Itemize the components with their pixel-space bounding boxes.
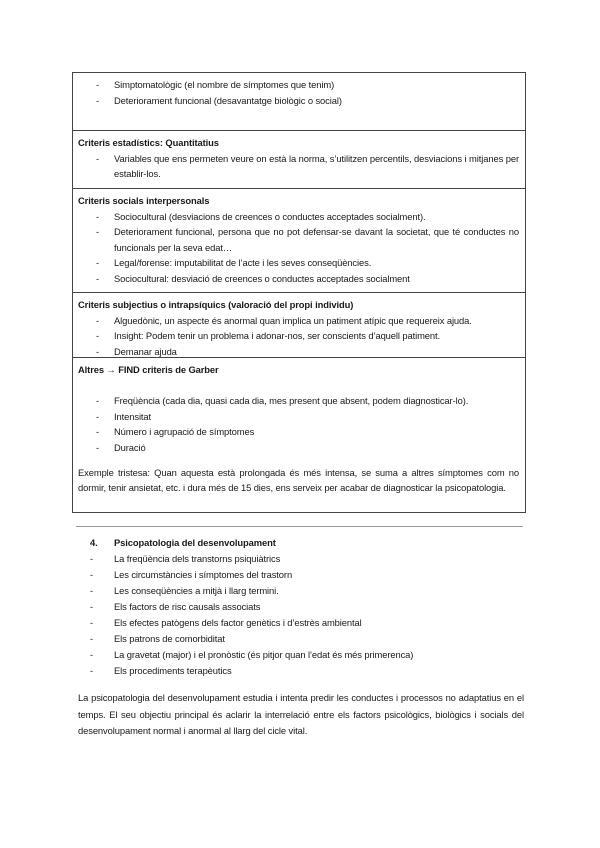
list-item: - Les conseqüències a mitjà i llarg termini. [78,583,525,599]
section-number: 4. [90,537,98,548]
list-item: - Sociocultural (desviacions de creences o conductes acceptades socialment). [78,209,519,225]
section-title: Psicopatologia del desenvolupament [114,537,276,548]
example-note: Exemple tristesa: Quan aquesta està prolongada és més intensa, se suma a altres símptomes com no dormir, tenir ansietat, etc. i dura més de 15 dies, ens serveix per acabar de diagnosticar la psicopatologia. [78,466,519,494]
list-item: - Els factors de risc causals associats [78,599,525,615]
table-row [73,73,525,131]
list-item: - Sociocultural: desviació de creences o conductes acceptades socialment [78,271,519,287]
list-item: - Número i agrupació de símptomes [78,424,519,440]
list-item: - Els procediments terapèutics [78,663,525,679]
table-row [73,293,525,358]
list-item: - La gravetat (major) i el pronòstic (és pitjor quan l’edat és més primerenca) [78,647,525,663]
list-item: - Intensitat [78,409,519,425]
list-item: - Simptomatològic (el nombre de símptomes que tenim) [78,77,519,93]
list-item: - Deteriorament funcional, persona que no pot defensar-se davant la societat, que té conductes no funcionals per la seva edat… [78,224,519,255]
list-item: - Deteriorament funcional (desavantatge biològic o social) [78,93,519,109]
list-item: - Duració [78,440,519,456]
list-item: - Les circumstàncies i símptomes del trastorn [78,567,525,583]
list-item: - Variables que ens permeten veure on està la norma, s’utilitzen percentils, desviacions i mitjanes per establir-los. [78,151,519,182]
section-4 [78,535,525,679]
list-item: - Els patrons de comorbiditat [78,631,525,647]
section-heading [78,535,525,551]
table-row [73,358,525,512]
list-item: - Demanar ajuda [78,344,519,360]
table-row [73,131,525,189]
table-row [73,189,525,293]
list-item: - Insight: Podem tenir un problema i adonar-nos, ser conscients d’aquell patiment. [78,328,519,344]
list-item: - Legal/forense: imputabilitat de l’acte i les seves conseqüències. [78,255,519,271]
list-item: - Alguedònic, un aspecte és anormal quan implica un patiment atípic que requereix ajuda. [78,313,519,329]
criteria-table [72,72,526,513]
row-heading: Criteris subjectius o intrapsíquics (valoració del propi individu) [78,299,354,310]
divider [76,526,523,527]
body-paragraph: La psicopatologia del desenvolupament estudia i intenta predir les conductes i processos no adaptatius en el temps. El seu objectiu principal és aclarir la interrelació entre els factors psicològics, biològics i socials del desenvolupament normal i anormal al llarg del cicle vital. [78,692,524,736]
list-item: - Freqüència (cada dia, quasi cada dia, mes present que absent, podem diagnosticar-lo). [78,393,519,409]
row-heading: Criteris socials interpersonals [78,195,210,206]
list-item: - La freqüència dels transtorns psiquiàtrics [78,551,525,567]
row-heading: Criteris estadístics: Quantitatius [78,137,219,148]
list-item: - Els efectes patògens dels factor genètics i d’estrès ambiental [78,615,525,631]
row-heading: Altres → FIND criteris de Garber [78,364,219,375]
